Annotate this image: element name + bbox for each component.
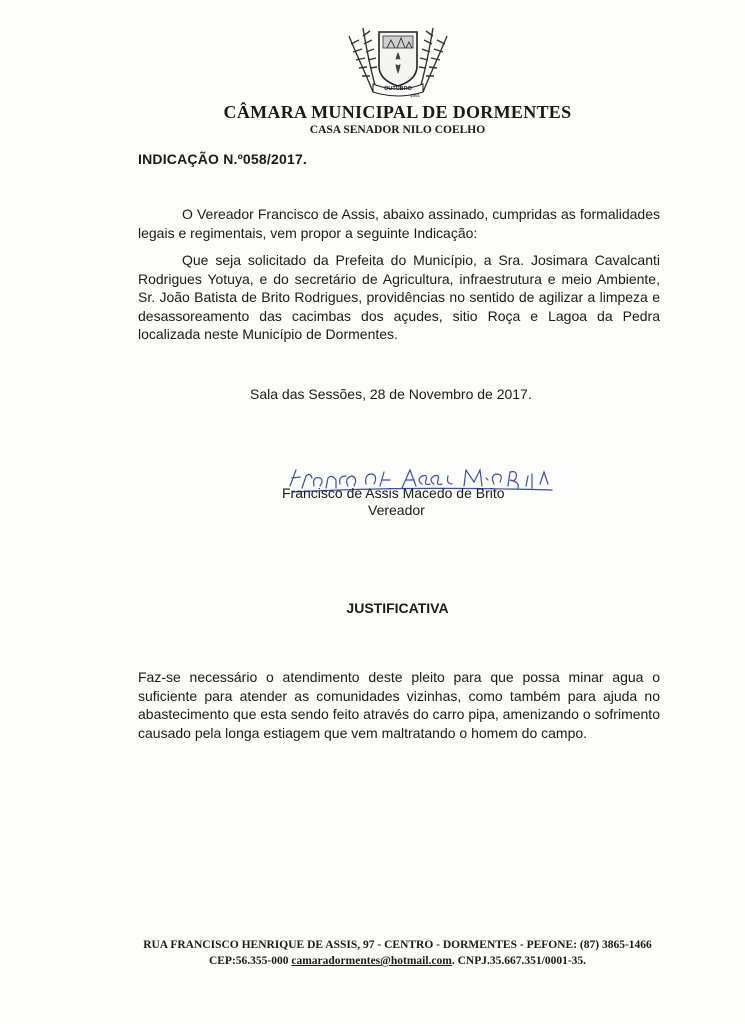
footer-email[interactable]: camaradormentes@hotmail.com [291, 955, 452, 967]
footer-contact [0, 955, 745, 967]
svg-text:OUTUBRO: OUTUBRO [384, 86, 412, 92]
footer-address: RUA FRANCISCO HENRIQUE DE ASSIS, 97 - CENTRO - DORMENTES - PEFONE: (87) 3865-1466 [143, 939, 652, 951]
signer-name: Francisco de Assis Macedo de Brito [282, 485, 505, 501]
justification-title: JUSTIFICATIVA [346, 600, 449, 616]
footer-cnpj: . CNPJ.35.667.351/0001-35. [451, 955, 587, 967]
footer-cep: CEP:56.355-000 [208, 955, 289, 967]
svg-text:1991: 1991 [409, 93, 421, 98]
place-date: Sala das Sessões, 28 de Novembro de 2017. [250, 386, 532, 402]
request-paragraph: Que seja solicitado da Prefeita do Município, a Sra. Josimara Cavalcanti Rodrigues Yotuya, e do secretário de Agricultura, infraestrutura e meio Ambiente, Sr. João Batista de Brito Rodrigues, providências no sentido de agilizar a limpeza e desassoreamento das cacimbas dos açudes, sitio Roça e Lagoa da Pedra localizada neste Município de Dormentes. [138, 252, 660, 343]
document-number: INDICAÇÃO N.º058/2017. [138, 151, 308, 167]
org-name: CÂMARA MUNICIPAL DE DORMENTES [223, 102, 572, 122]
org-subtitle: CASA SENADOR NILO COELHO [309, 124, 486, 136]
signer-role: Vereador [368, 502, 425, 518]
intro-paragraph: O Vereador Francisco de Assis, abaixo assinado, cumpridas as formalidades legais e regimentais, vem propor a seguinte Indicação: [138, 206, 660, 241]
coat-of-arms-icon [343, 22, 453, 100]
justification-paragraph: Faz-se necessário o atendimento deste pleito para que possa minar agua o suficiente para atender as comunidades vizinhas, como também para ajuda no abastecimento que esta sendo feito através do carro pipa, amenizando o sofrimento causado pela longa estiagem que vem maltratando o homem do campo. [138, 669, 660, 741]
